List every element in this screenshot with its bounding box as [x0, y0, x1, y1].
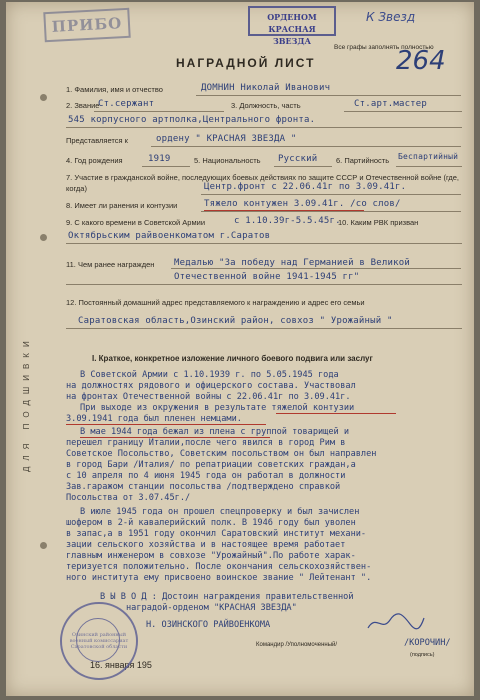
- binding-hole: [40, 94, 47, 101]
- round-seal: [60, 602, 138, 680]
- narrative-line: шофером в 2-й кавалерийский полк. В 1946 году был уволен: [66, 518, 356, 528]
- signer-line-1: Н. ОЗИНСКОГО РАЙВОЕНКОМА: [146, 620, 271, 630]
- side-label: ДЛЯ ПОДШИВКИ: [22, 335, 31, 472]
- field-2-number: 2.: [66, 101, 73, 110]
- nominated-for-value: ордену " КРАСНАЯ ЗВЕЗДА ": [156, 134, 297, 144]
- sheet-number: 264: [396, 46, 446, 76]
- field-line: [344, 111, 462, 112]
- field-line: [151, 146, 461, 147]
- field-6-value: Беспартийный: [398, 152, 459, 161]
- field-8-label: [66, 201, 177, 210]
- field-5-label: 5. Национальность: [194, 156, 261, 165]
- binding-hole: [40, 234, 47, 241]
- field-3-value: Ст.арт.мастер: [354, 99, 428, 109]
- binding-hole: [40, 542, 47, 549]
- field-line: [142, 166, 190, 167]
- field-7-value: Центр.фронт с 22.06.41г по 3.09.41г.: [204, 182, 407, 192]
- date: 16. января 195: [90, 660, 152, 670]
- signature: [366, 610, 426, 634]
- order-stamp-line2: КРАСНАЯ ЗВЕЗДА: [268, 24, 316, 46]
- narrative-line: главным инженером в совхозе "Урожайный".По работе харак-: [66, 551, 356, 561]
- field-11-value: Медалью "За победу над Германией в Великой Отечественной войне 1941-1945 гг": [174, 258, 410, 282]
- narrative-line: теризуется положительно. После окончания сельскохозяйствен-: [66, 562, 372, 572]
- field-10-value: Октябрьским райвоенкоматом г.Саратов: [68, 231, 271, 241]
- field-line: [66, 284, 462, 285]
- field-2-label: [66, 101, 99, 110]
- red-underline: [66, 424, 266, 425]
- narrative-line: зации сельского хозяйства и в настоящее время работает: [66, 540, 346, 550]
- field-line: [171, 268, 461, 269]
- section-header: I. Краткое, конкретное изложение личного боевого подвига или заслуг: [92, 354, 373, 363]
- field-line: [66, 328, 462, 329]
- field-11-label: [66, 260, 154, 269]
- red-underline: [276, 413, 396, 414]
- field-3-label: 3. Должность, часть: [231, 101, 301, 110]
- narrative-line: В Советской Армии с 1.10.1939 г. по 5.05.1945 года: [80, 370, 339, 380]
- field-12-label: [66, 298, 365, 307]
- conclusion-line-2: наградой-орденом "КРАСНАЯ ЗВЕЗДА": [126, 603, 297, 613]
- field-1-number: 1.: [66, 85, 73, 94]
- field-4-value: 1919: [148, 154, 171, 164]
- field-9-number: 9.: [66, 218, 73, 227]
- field-9-value: с 1.10.39г-5.5.45г.: [234, 216, 341, 226]
- field-line: [201, 194, 461, 195]
- signer-caption: (подпись): [410, 652, 435, 658]
- field-7-label-text: Участие в гражданской войне, последующих боевых действиях по защите СССР и Отечественной войне (где, когда): [66, 173, 459, 193]
- field-12-value: Саратовская область,Озинский район, совхоз " Урожайный ": [78, 316, 393, 326]
- field-2-label-text: Звание: [74, 101, 100, 110]
- handwritten-note: К Звезд: [366, 10, 416, 24]
- field-5-value: Русский: [278, 154, 318, 164]
- narrative-line: с 10 апреля по 4 июня 1945 года он работал в должности: [66, 471, 346, 481]
- field-line: [66, 243, 462, 244]
- field-8-value: Тяжело контужен 3.09.41г. /со слов/: [204, 199, 401, 209]
- order-stamp: [248, 6, 336, 46]
- field-4-label: [66, 156, 123, 165]
- seal-text: Озинский районный военный комиссариат Саратовской области: [69, 632, 129, 650]
- field-8-label-text: Имеет ли ранения и контузии: [74, 201, 178, 210]
- field-line: [196, 95, 461, 96]
- stamp-top-left: ПРИБО: [43, 8, 130, 42]
- field-line: [201, 211, 461, 212]
- signer-line-2: Командир /Уполномоченный/: [256, 642, 338, 648]
- field-line: [66, 127, 462, 128]
- field-line: [396, 166, 462, 167]
- narrative-line: на должностях рядового и офицерского состава. Участвовал: [66, 381, 356, 391]
- nominated-for-label: Представляется к: [66, 136, 128, 145]
- field-2-value: Ст.сержант: [98, 99, 155, 109]
- field-line: [94, 111, 224, 112]
- narrative-line: в запас,а в 1951 году окончил Саратовский институт механи-: [66, 529, 367, 539]
- field-12-number: 12.: [66, 298, 77, 307]
- signer-name: /КОРОЧИН/: [404, 638, 451, 648]
- field-9-label: [66, 218, 205, 227]
- narrative-line: Советское Посольство, Советским посольством он был направлен: [66, 449, 377, 459]
- narrative-line: ного института ему присвоено воинское звание " Лейтенант ".: [66, 573, 372, 583]
- narrative-line: Зав.гаражом станции посольства /подтверждено справкой: [66, 482, 341, 492]
- field-11-number: 11.: [66, 260, 76, 269]
- field-4-number: 4.: [66, 156, 73, 165]
- field-9-label-text: С какого времени в Советской Армии: [74, 218, 206, 227]
- field-11-label-text: Чем ранее награжден: [77, 260, 155, 269]
- field-4-label-text: Год рождения: [74, 156, 123, 165]
- narrative-line: 3.09.1941 года был пленен немцами.: [66, 414, 242, 424]
- field-line: [274, 166, 332, 167]
- field-1-label-text: Фамилия, имя и отчество: [74, 85, 163, 94]
- field-1-value: ДОМНИН Николай Иванович: [201, 83, 331, 93]
- conclusion-line-1: В Ы В О Д : Достоин награждения правительственной: [100, 592, 354, 602]
- narrative-line: в город Бари /Италия/ по репатриации советских граждан,а: [66, 460, 356, 470]
- field-8-number: 8.: [66, 201, 73, 210]
- field-7-number: 7.: [66, 173, 73, 182]
- narrative-line: перешел границу Италии,после чего явился в город Рим в: [66, 438, 346, 448]
- order-stamp-line1: ОРДЕНОМ: [267, 12, 317, 22]
- narrative-line: на фронтах Отечественной войны с 22.06.41г по 3.09.41г.: [66, 392, 351, 402]
- narrative-line: При выходе из окружения в результате тяжелой контузии: [80, 403, 355, 413]
- field-6-label: 6. Партийность: [336, 156, 390, 165]
- narrative-line: В мае 1944 года бежал из плена с группой товарищей и: [80, 427, 350, 437]
- field-1-label: [66, 85, 163, 94]
- award-sheet: [6, 2, 474, 696]
- narrative-line: В июле 1945 года он прошел спецпроверку и был зачислен: [80, 507, 360, 517]
- field-10-label: 10. Каким РВК призван: [338, 218, 419, 227]
- page-title: НАГРАДНОЙ ЛИСТ: [176, 56, 316, 70]
- top-note: Все графы заполнять полностью: [334, 44, 434, 51]
- narrative-line: Посольства от 3.07.45г./: [66, 493, 191, 503]
- field-12-label-text: Постоянный домашний адрес представляемого к награждению и адрес его семьи: [78, 298, 365, 307]
- unit-value: 545 корпусного артполка,Центрального фронта.: [68, 115, 316, 125]
